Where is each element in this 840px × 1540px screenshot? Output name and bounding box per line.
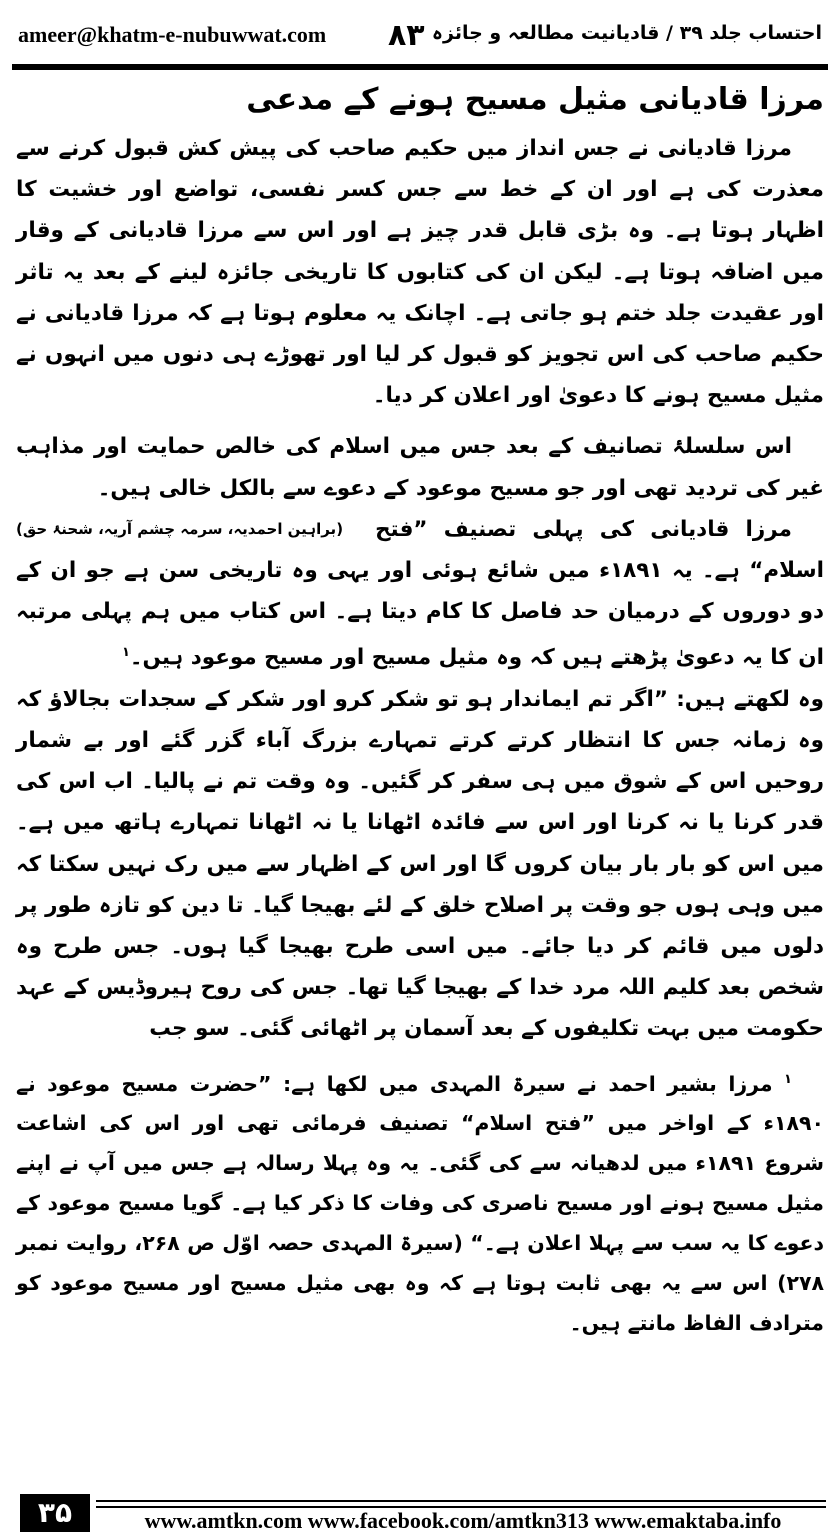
footer-links: www.amtkn.com www.facebook.com/amtkn313 www.emaktaba.info xyxy=(144,1508,782,1533)
footnote xyxy=(16,1060,824,1344)
paragraph-2-text: اس سلسلۂ تصانیف کے بعد جس میں اسلام کی خالص حمایت اور مذاہب غیر کی تردید تھی اور جو مسیح موعود کے دعوے سے بالکل خالی ہیں۔ xyxy=(16,434,824,501)
section-title: مرزا قادیانی مثیل مسیح ہونے کے مدعی xyxy=(246,82,824,117)
footnote-number: ۱ xyxy=(784,1071,792,1087)
footnote-gap xyxy=(16,1050,824,1060)
header-running-title: احتساب جلد ۳۹ / قادیانیت مطالعہ و جائزہ xyxy=(431,22,822,44)
footnote-marker: ۱ xyxy=(121,645,130,661)
header-page-number: ۸۳ xyxy=(388,18,425,53)
reference-citation: (براہین احمدیہ، سرمہ چشم آریہ، شحنۂ حق) xyxy=(16,519,344,538)
page-header xyxy=(14,18,826,58)
footer-rule-1 xyxy=(96,1500,826,1502)
paragraph-4: وہ لکھتے ہیں: ”اگر تم ایماندار ہو تو شکر کرو اور شکر کے سجدات بجالاؤ کہ وہ زمانہ جس کا انتظار کرتے کرتے تمہارے بزرگ آباء گزر گئے اور بے شمار روحیں اس کے شوق میں ہی سفر کر گئیں۔ وہ وقت تم نے پالیا۔ اب اس کی قدر کرنا یا نہ کرنا اور اس سے فائدہ اٹھانا یا نہ اٹھانا تمہارے ہاتھ میں ہے۔ میں اس کو بار بار بیان کروں گا اور اس کے اظہار سے میں رک نہیں سکتا کہ میں وہی ہوں جو وقت پر اصلاح خلق کے لئے بھیجا گیا۔ تا دین کو تازہ طور پر دلوں میں قائم کر دیا جائے۔ میں اسی طرح بھیجا گیا ہوں۔ جس طرح وہ شخص بعد کلیم اللہ مرد خدا کے بھیجا گیا تھا۔ جس کی روح ہیروڈیس کے عہد حکومت میں بہت تکلیفوں کے بعد آسمان پر اٹھائی گئی۔ سو جب xyxy=(16,686,824,1042)
main-content xyxy=(16,74,824,1343)
paragraph-2 xyxy=(16,426,824,538)
footnote-text: مرزا بشیر احمد نے سیرۃ المہدی میں لکھا ہے: ”حضرت مسیح موعود نے ۱۸۹۰ء کے اواخر میں ”فتح اسلام“ تصنیف فرمائی تھی اور اس کی اشاعت شروع ۱۸۹۱ء میں لدھیانہ سے کی گئی۔ یہ وہ پہلا رسالہ ہے جس میں آپ نے اپنے مثیل مسیح ہونے اور مسیح ناصری کی وفات کا ذکر کیا ہے۔ گویا مسیح موعود کے دعوے کا یہ سب سے پہلا اعلان ہے۔“ (سیرۃ المہدی حصہ اوّل ص ۲۶۸، روایت نمبر ۲۷۸) اس سے یہ بھی ثابت ہوتا ہے کہ وہ بھی مثیل مسیح اور مسیح موعود کو مترادف الفاظ مانتے ہیں۔ xyxy=(16,1071,825,1336)
paragraph-1: مرزا قادیانی نے جس انداز میں حکیم صاحب کی پیش کش قبول کرنے سے معذرت کی ہے اور ان کے خط سے جس کسر نفسی، تواضع اور خشیت کا اظہار ہوتا ہے۔ وہ بڑی قابل قدر چیز ہے اور اس سے مرزا قادیانی کے وقار میں اضافہ ہوتا ہے۔ لیکن ان کی کتابوں کا تاریخی جائزہ لینے کے بعد یہ تاثر اور عقیدت جلد ختم ہو جاتی ہے۔ اچانک یہ معلوم ہوتا ہے کہ مرزا قادیانی نے حکیم صاحب کی اس تجویز کو قبول کر لیا اور تھوڑے ہی دنوں میں انہوں نے مثیل مسیح ہونے کا دعویٰ اور اعلان کر دیا۔ xyxy=(16,136,824,409)
footer-book-page: ۳۵ xyxy=(20,1494,90,1532)
paragraph-3-text: مرزا قادیانی کی پہلی تصنیف ”فتح اسلام“ ہے۔ یہ ۱۸۹۱ء میں شائع ہوئی اور یہی وہ تاریخی سن ہے جو ان کے دو دوروں کے درمیان حد فاصل کا کام دیتا ہے۔ اس کتاب میں ہم پہلی مرتبہ ان کا یہ دعویٰ پڑھتے ہیں کہ وہ مثیل مسیح اور مسیح موعود ہیں۔ xyxy=(16,516,824,671)
paragraph-gap xyxy=(16,416,824,426)
header-email: ameer@khatm-e-nubuwwat.com xyxy=(18,22,327,47)
header-rule xyxy=(12,64,828,70)
